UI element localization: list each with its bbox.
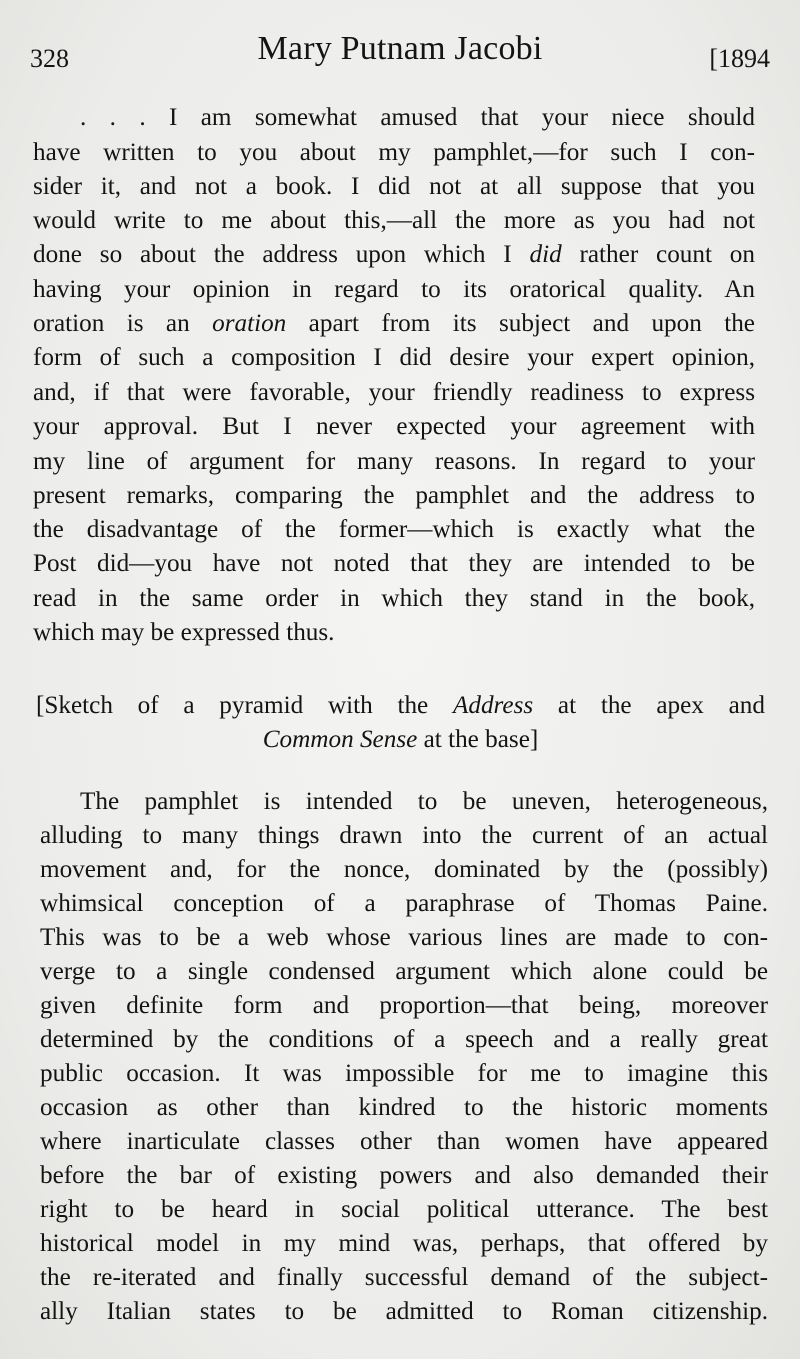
text-line: done so about the address upon which I did rather count on [33,241,755,268]
text-line: my line of argument for many reasons. In regard to your [33,448,755,475]
text-line: your approval. But I never expected your agreement with [33,413,755,440]
text-line: This was to be a web whose various lines are made to con- [40,924,768,951]
text-line: oration is an oration apart from its subject and upon the [33,310,755,337]
text-line: the disadvantage of the former—which is exactly what the [33,516,755,543]
text-line: determined by the conditions of a speech and a really great [40,1026,768,1053]
text-line: The pamphlet is intended to be uneven, heterogeneous, [80,788,768,815]
page-header [30,30,770,80]
year-marker: [1894 [709,44,770,73]
text-line: having your opinion in regard to its oratorical quality. An [33,276,755,303]
text-line: Post did—you have not noted that they are intended to be [33,550,755,577]
italic-word: Address [452,692,534,719]
text-line: which may be expressed thus. [33,619,335,646]
text-line: alluding to many things drawn into the current of an actual [40,822,768,849]
text-line: present remarks, comparing the pamphlet and the address to [33,482,755,509]
running-title: Mary Putnam Jacobi [257,30,543,67]
page-number: 328 [30,44,69,73]
text-line: historical model in my mind was, perhaps, that offered by [40,1230,768,1257]
italic-word: oration [212,310,287,337]
italic-word: did [529,241,562,268]
text-line: read in the same order in which they stand in the book, [33,585,755,612]
text-line: ally Italian states to be admitted to Roman citizenship. [40,1298,768,1325]
text-line: given definite form and proportion—that being, moreover [40,992,768,1019]
text-line: form of such a composition I did desire your expert opinion, [33,344,755,371]
sketch-note-line: [Sketch of a pyramid with the Address at the apex and [36,692,765,719]
text-line: movement and, for the nonce, dominated by the (possibly) [40,856,768,883]
text-line: whimsical conception of a paraphrase of Thomas Paine. [40,890,768,917]
text-line: the re-iterated and finally successful demand of the subject- [40,1264,768,1291]
text-line: verge to a single condensed argument which alone could be [40,958,768,985]
text-line: where inarticulate classes other than women have appeared [40,1128,768,1155]
text-line: have written to you about my pamphlet,—for such I con- [33,139,755,166]
text-line: . . . I am somewhat amused that your niece should [80,104,755,131]
text-line: sider it, and not a book. I did not at all suppose that you [33,173,755,200]
text-line: public occasion. It was impossible for me to imagine this [40,1060,768,1087]
text-line: and, if that were favorable, your friendly readiness to express [33,379,755,406]
text-line: right to be heard in social political utterance. The best [40,1196,768,1223]
text-line: before the bar of existing powers and also demanded their [40,1162,768,1189]
text-line: would write to me about this,—all the more as you had not [33,207,755,234]
italic-word: Common Sense [262,726,418,753]
text-line: occasion as other than kindred to the historic moments [40,1094,768,1121]
sketch-note-line: Common Sense at the base] [262,726,539,753]
